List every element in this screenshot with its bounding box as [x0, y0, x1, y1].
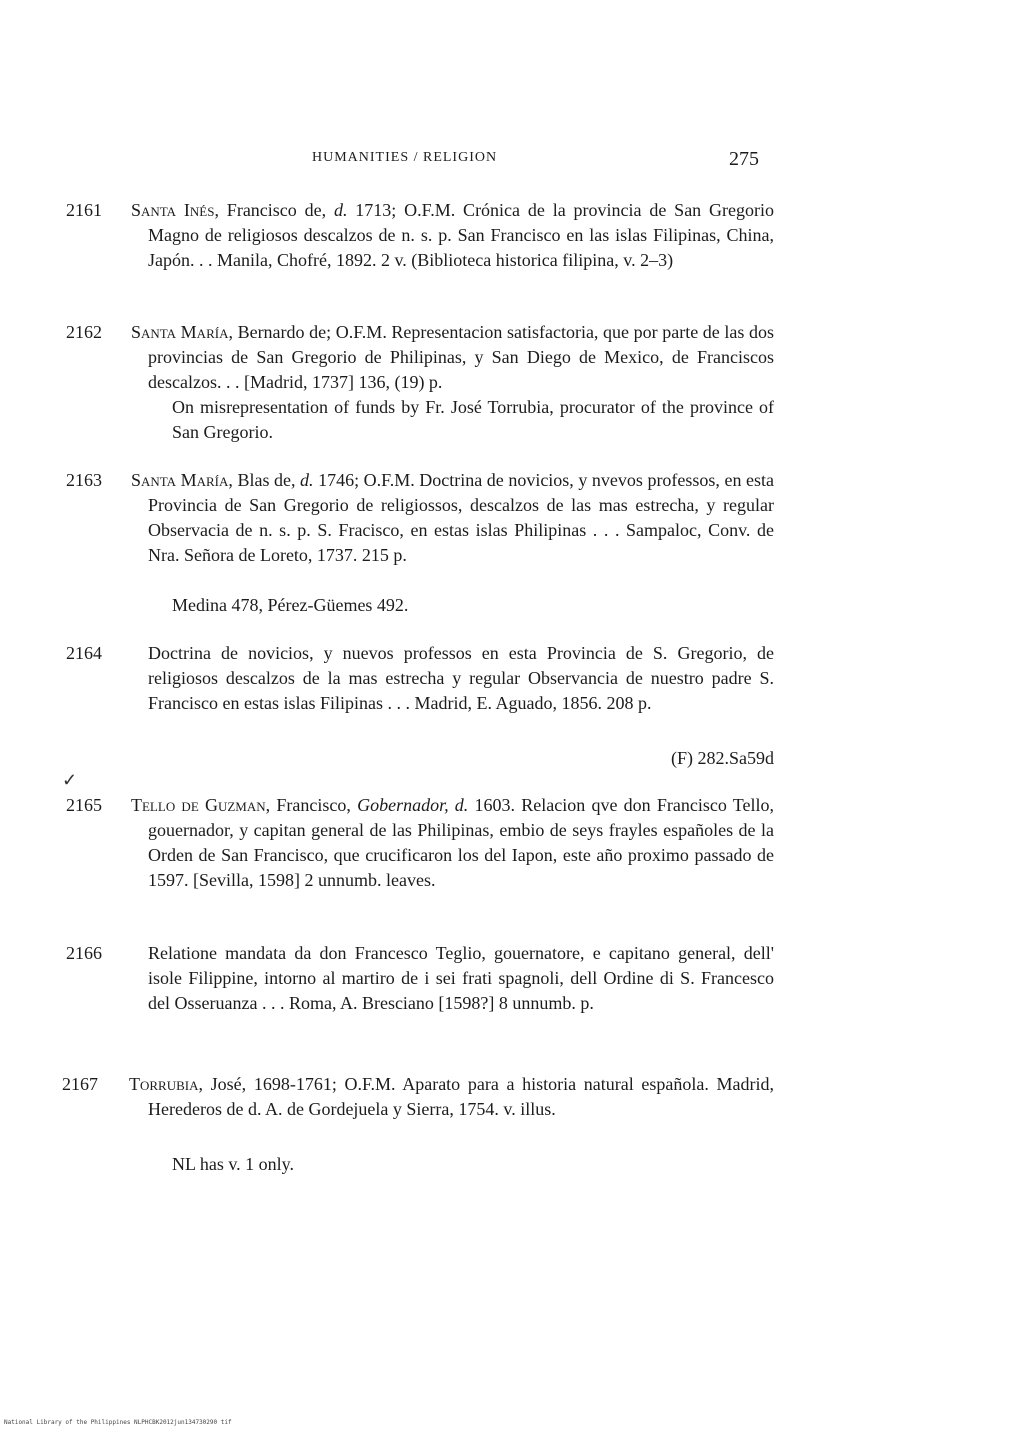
entry-number: 2164 [66, 643, 102, 663]
entry-author: Santa Inés, [131, 200, 219, 220]
entry-author: Santa María, [131, 470, 233, 490]
entry-body: Francisco, [270, 795, 358, 815]
entry-number: 2161 [66, 200, 102, 220]
entry-author: Torrubia, [129, 1074, 204, 1094]
entry-title-role: Gobernador, d. [357, 795, 469, 815]
entry-text [131, 198, 774, 273]
entry-died: d. [300, 470, 314, 490]
scan-footer: National Library of the Philippines NLPHCBK2012jun134730290 tif [4, 1419, 232, 1426]
entry-text: Doctrina de novicios, y nuevos professos en esta Provincia de S. Gregorio, de religiosos descalzos de la mas estrecha y regular Observancia de nuestro padre S. Francisco en estas islas Filipinas . . . Madrid, E. Aguado, 1856. 208 p. [148, 643, 774, 713]
entry-body: Francisco de, [218, 200, 334, 220]
entry-number: 2167 [62, 1074, 98, 1094]
entry-author: Tello de Guzman, [131, 795, 271, 815]
entry-number: 2163 [66, 470, 102, 490]
entry-number: 2166 [66, 943, 102, 963]
entry-text [129, 1072, 774, 1122]
entry-text: Relatione mandata da don Francesco Teglio, gouernatore, e capitano general, dell' isole Filippine, intorno al martiro de i sei frati spagnoli, dell Ordine di S. Francesco del Osseruanza . . . Roma, A. Bresciano [1598?] 8 unnumb. p. [148, 943, 774, 1013]
entry-body: Blas de, [232, 470, 301, 490]
entry-body: José, 1698-1761; O.F.M. Aparato para a historia natural española. Madrid, Herederos de d. A. de Gordejuela y Sierra, 1754. v. illus. [148, 1074, 774, 1119]
entry-text [131, 468, 774, 568]
entry-number: 2165 [66, 795, 102, 815]
entry-body: 1603. Relacion qve don Francisco Tello, gouernador, y capitan general de las Philipinas, embio de seys frayles españoles de la Orden de San Francisco, que crucificaron los del Iapon, este año proximo passado de 1597. [Sevilla, 1598] 2 unnumb. leaves. [148, 795, 774, 890]
entry-body: 1713; O.F.M. Crónica de la provincia de San Gregorio Magno de religiosos descalzos de n. s. p. San Francisco en las islas Filipinas, China, Japón. . . Manila, Chofré, 1892. 2 v. (Biblioteca historica filipina, v. 2–3) [148, 200, 774, 270]
entry-text [131, 793, 774, 893]
entry-note: Medina 478, Pérez-Güemes 492. [172, 595, 409, 615]
running-head: HUMANITIES / RELIGION [312, 150, 498, 165]
entry-body: 1746; O.F.M. Doctrina de novicios, y nvevos professos, en esta Provincia de San Gregorio de religiossos, descalzos de las mas estrecha, y regular Observacia de n. s. p. S. Fracisco, en estas islas Philipinas . . . Sampaloc, Conv. de Nra. Señora de Loreto, 1737. 215 p. [148, 470, 774, 565]
entry-died: d. [333, 200, 348, 220]
call-number: (F) 282.Sa59d [671, 748, 774, 768]
entry-note: On misrepresentation of funds by Fr. José Torrubia, procurator of the province of San Gregorio. [172, 397, 774, 442]
entry-text [131, 320, 774, 395]
page-number: 275 [729, 148, 759, 170]
entry-body: Bernardo de; O.F.M. Representacion satisfactoria, que por parte de las dos provincias de San Gregorio de Philipinas, y San Diego de Mexico, de Franciscos descalzos. . . [Madrid, 1737] 136, (19) p. [148, 322, 774, 392]
entry-number: 2162 [66, 322, 102, 342]
entry-note: NL has v. 1 only. [172, 1154, 294, 1174]
entry-author: Santa María, [131, 322, 233, 342]
margin-check-mark: ✓ [62, 770, 78, 790]
